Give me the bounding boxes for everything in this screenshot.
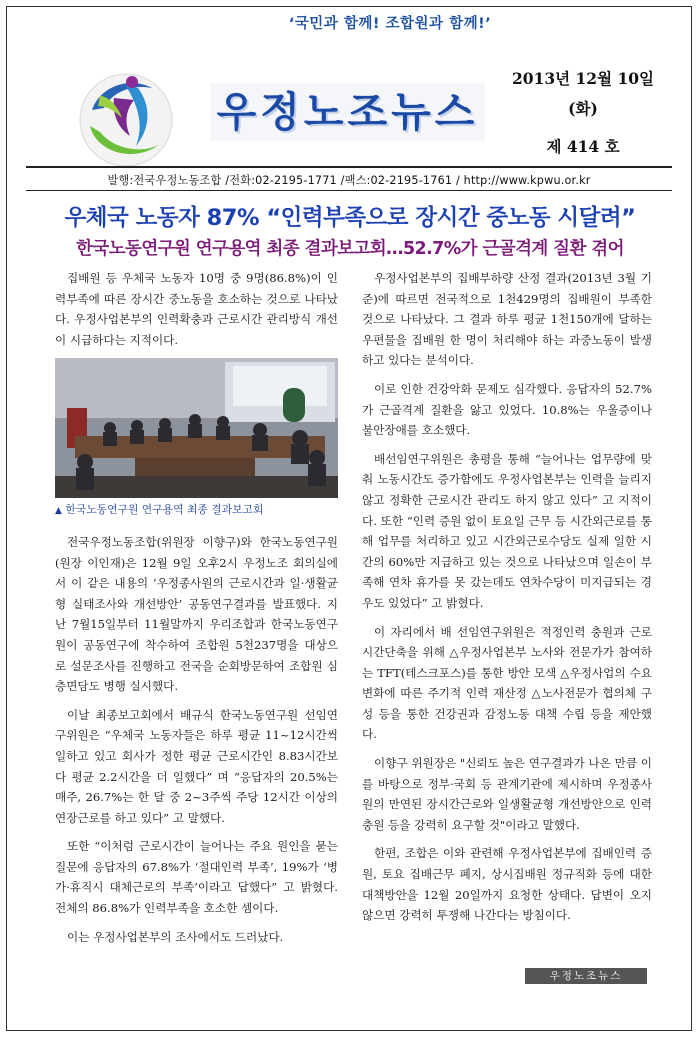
meeting-room-image [55,358,338,498]
header-rule-bottom [26,190,672,191]
conference-photo [55,358,338,498]
article-column-right [362,268,652,934]
slogan: ‘국민과 함께! 조합원과 함께!’ [288,16,492,32]
photo-caption [55,500,338,522]
end-mark-text: 우정노조뉴스 [549,970,623,982]
paragraph: 집배원 등 우체국 노동자 10명 중 9명(86.8%)이 인력부족에 따른 장시간 중노동을 호소하는 것으로 나타났다. 우정사업본부의 인력확충과 근로시간 관리방식 개선이 시급하다는 지적이다. [55,271,338,347]
paragraph: 한편, 조합은 이와 관련해 우정사업본부에 집배인력 증원, 토요 집배근무 폐지, 상시집배원 정규직화 등에 대한 대책방안을 12월 20일까지 요청한 상태다. 답변이 오지 않으면 강력히 투쟁해 나간다는 방침이다. [362,846,652,923]
headline: 우체국 노동자 87% “인력부족으로 장시간 중노동 시달려” [64,205,636,231]
issue-number: 제 414 호 [546,137,620,156]
union-logo-icon [74,66,178,170]
end-mark [525,968,647,984]
paragraph: 우정사업본부의 집배부하량 산정 결과(2013년 3월 기준)에 따르면 전국적으로 1천429명의 집배원이 부족한 것으로 나타났다. 그 결과 하루 평균 1천150개에 달하는 우편물을 집배원 한 명이 처리해야 하는 과중노동이 발생하고 있다는 분석이다. [362,271,652,368]
article-column-left [55,268,338,955]
masthead-box [210,83,485,141]
caption-text: 한국노동연구원 연구용역 최종 결과보고회 [65,503,264,517]
paragraph: 이날 최종보고회에서 배규식 한국노동연구원 선임연구위원은 “우체국 노동자들은 하루 평균 11~12시간씩 일하고 있고 회사가 정한 평균 근로시간인 8.83시간보다 평균 2.2시간을 더 일했다” 며 “응답자의 20.5%는 매주, 26.7%는 한 달 중 2~3주씩 주당 12시간 이상의 연장근로를 하고 있다” 고 말했다. [55,707,338,825]
paragraph: 이 자리에서 배 선임연구위원은 적정인력 충원과 근로시간단축을 위해 △우정사업본부 노사와 전문가가 참여하는 TFT(테스크포스)를 통한 방안 모색 △우정사업의 수요변화에 따른 주기적 인력 재산정 △노사전문가 협의체 구성 등을 통한 건강권과 감정노동 대책 수립 등을 제안했다. [362,624,652,742]
header-rule-top [26,166,672,168]
paragraph: 이로 인한 건강악화 문제도 심각했다. 응답자의 52.7%가 근골격계 질환을 앓고 있었다. 10.8%는 우울증이나 불안장애를 호소했다. [362,381,652,438]
paragraph: 전국우정노동조합(위원장 이향구)와 한국노동연구원(원장 이인재)은 12월 9일 오후2시 우정노조 회의실에서 이 같은 내용의 ‘우정종사원의 근로시간과 일·생활균형 실태조사와 개선방안’ 공동연구결과를 발표했다. 지난 7월15일부터 11월말까지 우리조합과 한국노동연구원이 공동연구에 착수하여 조합원 5천237명을 대상으로 설문조사를 진행하고 전국을 순회방문하여 조합원 심층면담도 병행 실시했다. [55,534,338,694]
issue-weekday: (화) [568,99,598,118]
paragraph: 배선임연구위원은 총평을 통해 “늘어나는 업무량에 맞춰 노동시간도 증가함에도 우정사업본부는 인력을 늘리지 않고 정확한 근로시간 관리도 하지 않고 있다” 고 지적이다. 또한 “인력 증원 없이 토요일 근무 등 시간외근로를 통해 업무를 처리하고 있고 시간외근로수당도 실제 일한 시간의 60%만 지급하고 있는 것으로 나타났으며 일손이 부족해 연차 휴가를 못 갔는데도 연차수당이 미지급되는 경우도 있었다” 고 밝혔다. [362,451,652,610]
paragraph: 이는 우정사업본부의 조사에서도 드러났다. [67,929,284,944]
subheadline: 한국노동연구원 연구용역 최종 결과보고회…52.7%가 근골격계 질환 겪어 [76,239,624,259]
issue-date: 2013년 12월 10일 [512,69,654,88]
publisher-line: 발행:전국우정노동조합 /전화:02-2195-1771 /팩스:02-2195-1761 / http://www.kpwu.or.kr [107,174,591,187]
masthead-title: 우정노조뉴스 [216,88,479,136]
paragraph: 이향구 위원장은 "신뢰도 높은 연구결과가 나온 만큼 이를 바탕으로 정부·국회 등 관계기관에 제시하며 우정종사원의 만연된 장시간근로와 일생활균형 개선방안으로 인력충원 등을 강력히 요구할 것"이라고 말했다. [362,756,652,832]
paragraph: 또한 “이처럼 근로시간이 늘어나는 주요 원인을 묻는 질문에 응답자의 67.8%가 ‘절대인력 부족’, 19%가 ‘병가·휴직시 대체근로의 부족’이라고 답했다” 고 밝혔다. 전체의 86.8%가 인력부족을 호소한 셈이다. [55,839,338,916]
caption-triangle-icon: ▲ [55,506,62,517]
issue-info [494,64,672,164]
